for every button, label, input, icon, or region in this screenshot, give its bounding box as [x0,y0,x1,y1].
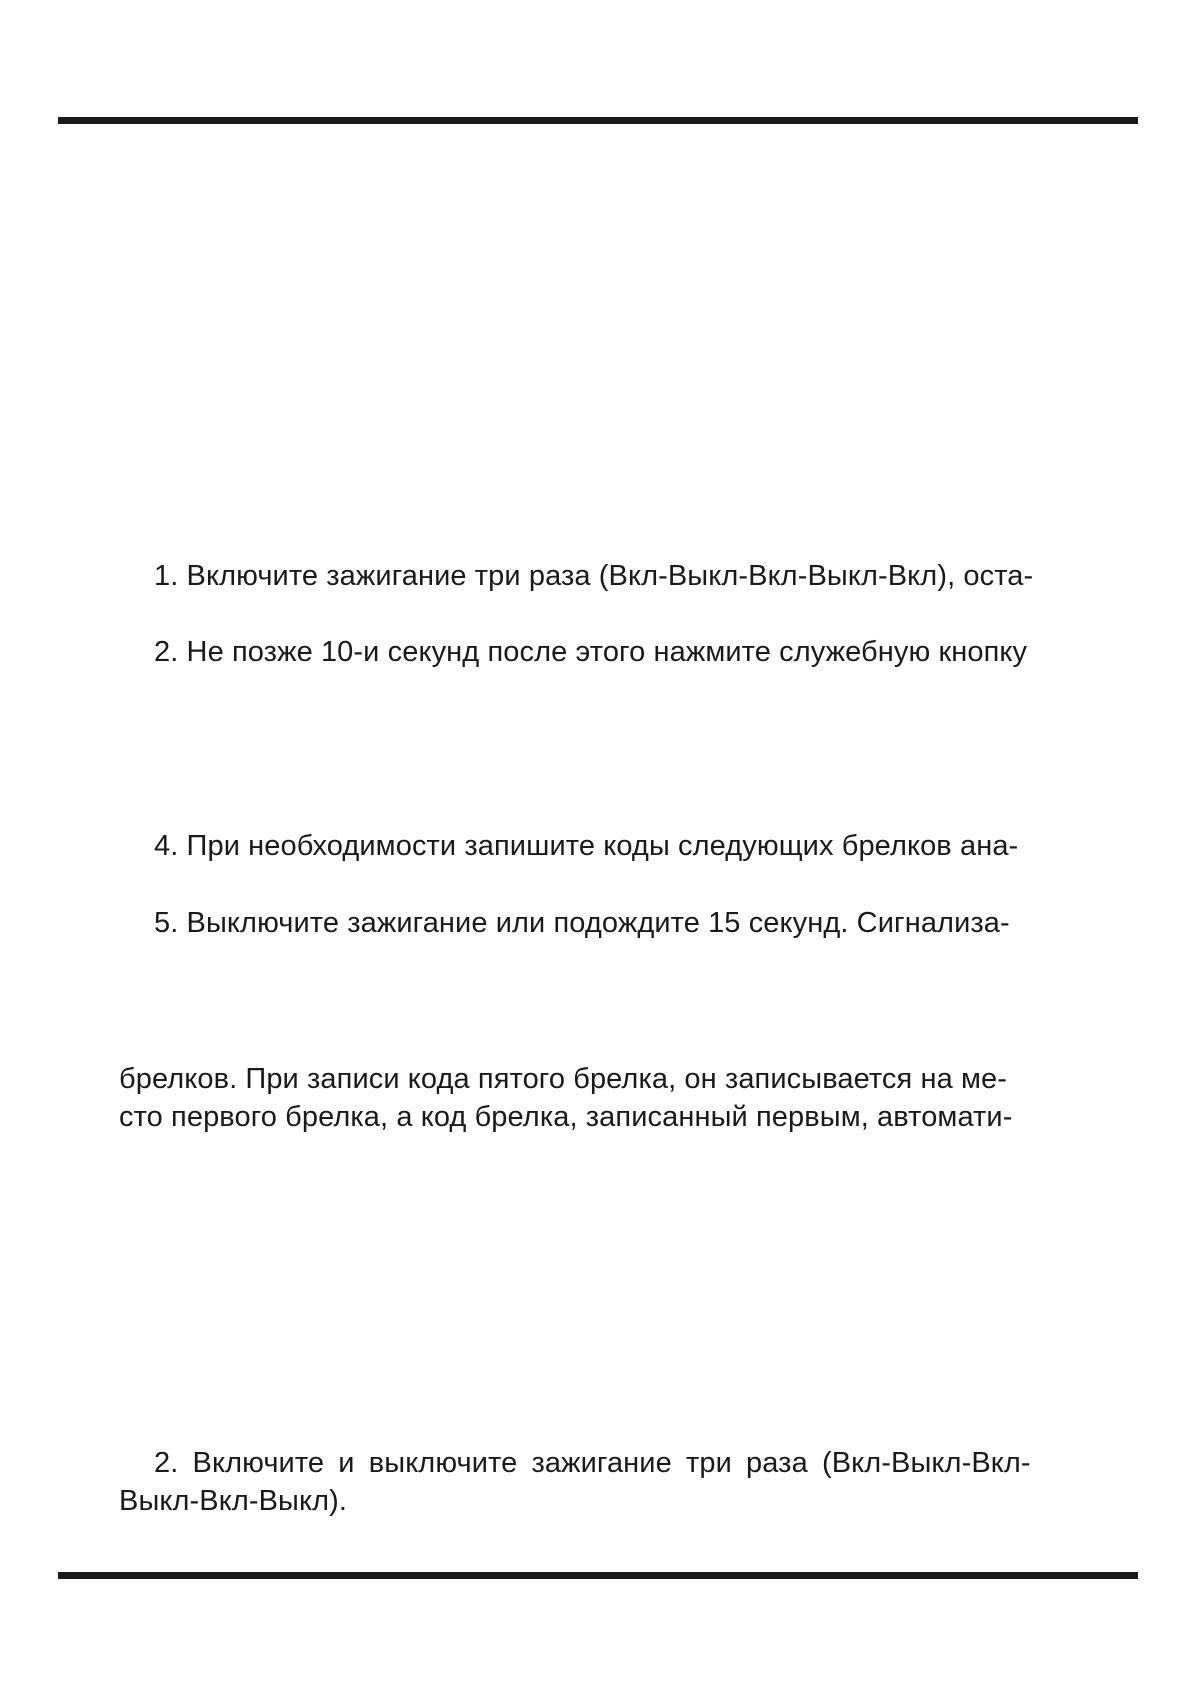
step-2-text: 2. Не позже 10-и секунд после этого нажмите служебную кнопку [154,636,1028,668]
step-2b-line-1: 2. Включите и выключите зажигание три раза (Вкл-Выкл-Вкл- [154,1447,1031,1479]
step-5-text: 5. Выключите зажигание или подождите 15 секунд. Сигнализа- [154,907,1010,939]
bottom-horizontal-rule [58,1572,1138,1579]
paragraph-line-2: сто первого брелка, а код брелка, записанный первым, автомати- [119,1101,1013,1133]
step-4-text: 4. При необходимости запишите коды следующих брелков ана- [154,830,1019,862]
paragraph-line-1: брелков. При записи кода пятого брелка, он записывается на ме- [119,1063,1008,1095]
step-2b-line-2: Выкл-Вкл-Выкл). [119,1485,348,1517]
step-1-text: 1. Включите зажигание три раза (Вкл-Выкл-Вкл-Выкл-Вкл), оста- [154,560,1034,592]
top-horizontal-rule [58,117,1138,124]
